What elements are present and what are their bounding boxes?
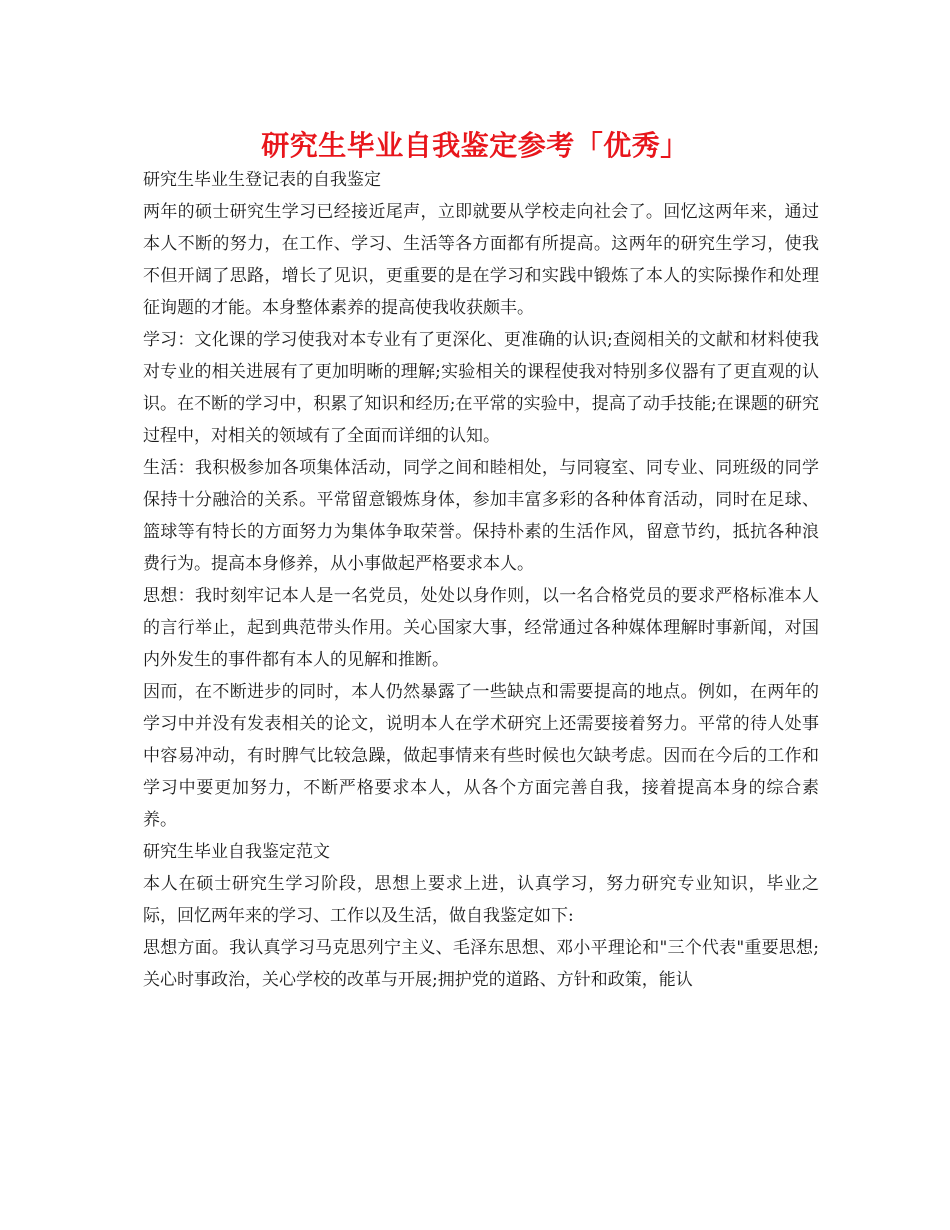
document-title: 研究生毕业自我鉴定参考「优秀」 bbox=[261, 129, 689, 162]
paragraph-sample-intro: 本人在硕士研究生学习阶段，思想上要求上进，认真学习，努力研究专业知识，毕业之际，回忆两年来的学习、工作以及生活，做自我鉴定如下: bbox=[143, 874, 819, 926]
section-heading-registration: 研究生毕业生登记表的自我鉴定 bbox=[143, 170, 381, 190]
paragraph-intro: 两年的硕士研究生学习已经接近尾声，立即就要从学校走向社会了。回忆这两年来，通过本人不断的努力，在工作、学习、生活等各方面都有所提高。这两年的研究生学习，使我不但开阔了思路，增长了见识，更重要的是在学习和实践中锻炼了本人的实际操作和处理征询题的才能。本身整体素养的提高使我收获颇丰。 bbox=[143, 202, 819, 318]
paragraph-study: 学习：文化课的学习使我对本专业有了更深化、更准确的认识;查阅相关的文献和材料使我对专业的相关进展有了更加明晰的理解;实验相关的课程使我对特别多仪器有了更直观的认识。在不断的学习中，积累了知识和经历;在平常的实验中，提高了动手技能;在课题的研究过程中，对相关的领域有了全面而详细的认知。 bbox=[143, 330, 819, 446]
section-heading-sample: 研究生毕业自我鉴定范文 bbox=[143, 842, 330, 862]
paragraph-sample-thought: 思想方面。我认真学习马克思列宁主义、毛泽东思想、邓小平理论和"三个代表"重要思想;关心时事政治，关心学校的改革与开展;拥护党的道路、方针和政策，能认 bbox=[143, 938, 819, 990]
document-body bbox=[143, 164, 819, 996]
paragraph-shortcomings: 因而，在不断进步的同时，本人仍然暴露了一些缺点和需要提高的地点。例如，在两年的学习中并没有发表相关的论文，说明本人在学术研究上还需要接着努力。平常的待人处事中容易冲动，有时脾气比较急躁，做起事情来有些时候也欠缺考虑。因而在今后的工作和学习中要更加努力，不断严格要求本人，从各个方面完善自我，接着提高本身的综合素养。 bbox=[143, 682, 819, 830]
paragraph-life: 生活：我积极参加各项集体活动，同学之间和睦相处，与同寝室、同专业、同班级的同学保持十分融洽的关系。平常留意锻炼身体，参加丰富多彩的各种体育活动，同时在足球、篮球等有特长的方面努力为集体争取荣誉。保持朴素的生活作风，留意节约，抵抗各种浪费行为。提高本身修养，从小事做起严格要求本人。 bbox=[143, 458, 819, 574]
paragraph-thought: 思想：我时刻牢记本人是一名党员，处处以身作则，以一名合格党员的要求严格标准本人的言行举止，起到典范带头作用。关心国家大事，经常通过各种媒体理解时事新闻，对国内外发生的事件都有本人的见解和推断。 bbox=[143, 586, 819, 670]
